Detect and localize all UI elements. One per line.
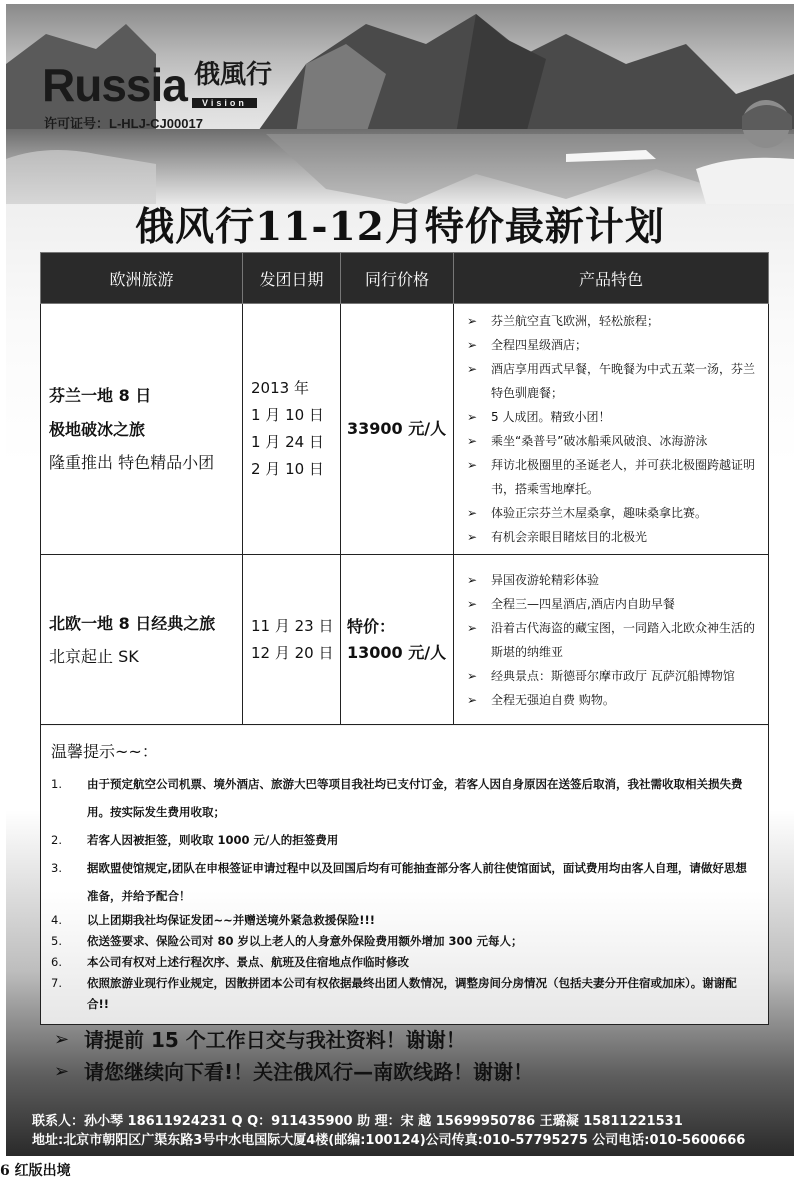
logo-chinese-text: 俄風行 xyxy=(193,60,272,90)
brand-logo xyxy=(42,59,272,111)
list-item: ➢ 异国夜游轮精彩体验 xyxy=(467,568,759,592)
logo-subtitle: Vision xyxy=(192,98,257,108)
list-item xyxy=(51,910,758,931)
contact-info xyxy=(32,1112,745,1150)
tour-name: 极地破冰之旅 xyxy=(49,420,146,439)
list-item: ➢ 全程无强迫自费 购物。 xyxy=(467,688,759,712)
tour-name: 芬兰一地 8 日 xyxy=(49,386,152,405)
feature-list xyxy=(455,305,767,553)
departure-date: 11 月 23 日 xyxy=(251,616,334,635)
contact-line: 联系人：孙小琴 18611924231 Q Q：911435900 助 理：宋 越 15699950786 王璐凝 15811221531 xyxy=(32,1114,683,1129)
poster xyxy=(6,4,794,1156)
departure-date: 2 月 10 日 xyxy=(251,460,324,478)
price-value: 33900 元/人 xyxy=(347,419,447,438)
price-value: 13000 元/人 xyxy=(347,642,447,662)
list-item: ➢ 全程四星级酒店； xyxy=(467,333,759,357)
departure-dates-cell xyxy=(243,555,341,725)
license-number: 许可证号：L-HLJ-CJ00017 xyxy=(44,116,203,131)
departure-dates-cell xyxy=(243,304,341,555)
list-item: ➢ 沿着古代海盗的藏宝图，一同踏入北欧众神生活的斯堪的纳维亚 xyxy=(467,616,759,664)
features-cell xyxy=(454,304,769,555)
note-text: 若客人因被拒签，则收取 1000 元/人的拒签费用 xyxy=(87,833,339,847)
tour-subtitle: 隆重推出 特色精品小团 xyxy=(49,453,215,472)
price-label: 特价： xyxy=(347,616,396,636)
list-item xyxy=(51,826,758,854)
note-number: 3. xyxy=(51,861,62,875)
tour-name-cell xyxy=(41,304,243,555)
list-item xyxy=(51,973,758,1015)
list-item: ➢ 乘坐“桑普号”破冰船乘风破浪、冰海游泳 xyxy=(467,429,759,453)
table-row xyxy=(41,555,769,725)
note-number: 5. xyxy=(51,934,62,948)
header-departure-date: 发团日期 xyxy=(243,253,341,304)
note-number: 2. xyxy=(51,833,62,847)
page-footer: 6 红版出境 xyxy=(0,1163,71,1179)
tour-subtitle: 北京起止 SK xyxy=(49,646,139,666)
header-price: 同行价格 xyxy=(341,253,454,304)
table-row xyxy=(41,304,769,555)
list-item xyxy=(51,952,758,973)
note-number: 7. xyxy=(51,976,62,990)
notes-title: 温馨提示~~： xyxy=(51,742,158,761)
list-item: ➢ 全程三—四星酒店,酒店内自助早餐 xyxy=(467,592,759,616)
departure-date: 12 月 20 日 xyxy=(251,643,334,662)
reminder-line: ➢ 请您继续向下看!！关注俄风行—南欧线路！谢谢！ xyxy=(54,1056,533,1088)
notes-cell xyxy=(41,725,769,1025)
page-title: 俄风行11-12月特价最新计划 xyxy=(135,204,665,250)
tour-name-cell xyxy=(41,555,243,725)
price-cell xyxy=(341,555,454,725)
notes-row xyxy=(41,725,769,1025)
list-item: ➢ 芬兰航空直飞欧洲，轻松旅程； xyxy=(467,309,759,333)
note-number: 6. xyxy=(51,955,62,969)
note-number: 4. xyxy=(51,913,62,927)
highlight-reminders xyxy=(54,1024,533,1088)
list-item xyxy=(51,931,758,952)
feature-list xyxy=(455,564,767,716)
address-line: 地址:北京市朝阳区广渠东路3号中水电国际大厦4楼(邮编:100124)公司传真:010-57795275 公司电话:010-5600666 xyxy=(32,1133,746,1148)
note-text: 本公司有权对上述行程次序、景点、航班及住宿地点作临时修改 xyxy=(87,955,409,969)
note-text: 依照旅游业现行作业规定，因散拼团本公司有权依据最终出团人数情况，调整房间分房情况（包括夫妻分开住宿或加床）。谢谢配合!! xyxy=(87,976,737,1011)
notes-list xyxy=(51,770,758,1015)
features-cell xyxy=(454,555,769,725)
header-destination: 欧洲旅游 xyxy=(41,253,243,304)
list-item: ➢ 拜访北极圈里的圣诞老人，并可获北极圈跨越证明书，搭乘雪地摩托。 xyxy=(467,453,759,501)
note-text: 据欧盟使馆规定,团队在申根签证申请过程中以及回国后均有可能抽查部分客人前往使馆面试，面试费用均由客人自理，请做好思想准备，并给予配合！ xyxy=(87,861,747,903)
note-text: 以上团期我社均保证发团~~并赠送境外紧急救援保险!!! xyxy=(87,913,376,927)
header-features: 产品特色 xyxy=(454,253,769,304)
header-banner xyxy=(6,4,794,204)
list-item: ➢ 5 人成团。精致小团！ xyxy=(467,405,759,429)
list-item: ➢ 酒店享用西式早餐，午晚餐为中式五菜一汤，芬兰特色驯鹿餐； xyxy=(467,357,759,405)
table-header-row xyxy=(41,253,769,304)
tour-table xyxy=(40,252,769,1025)
note-text: 由于预定航空公司机票、境外酒店、旅游大巴等项目我社均已支付订金，若客人因自身原因在送签后取消，我社需收取相关损失费用。按实际发生费用收取； xyxy=(87,777,743,819)
tour-name: 北欧一地 8 日经典之旅 xyxy=(49,613,216,633)
note-text: 依送签要求、保险公司对 80 岁以上老人的人身意外保险费用额外增加 300 元每人； xyxy=(87,934,523,948)
price-cell xyxy=(341,304,454,555)
list-item: ➢ 有机会亲眼目睹炫目的北极光 xyxy=(467,525,759,549)
note-number: 1. xyxy=(51,777,62,791)
list-item: ➢ 体验正宗芬兰木屋桑拿，趣味桑拿比赛。 xyxy=(467,501,759,525)
list-item: ➢ 经典景点：斯德哥尔摩市政厅 瓦萨沉船博物馆 xyxy=(467,664,759,688)
reminder-line: ➢ 请提前 15 个工作日交与我社资料！谢谢！ xyxy=(54,1024,533,1056)
list-item xyxy=(51,770,758,826)
departure-date: 2013 年 xyxy=(251,379,309,397)
departure-date: 1 月 24 日 xyxy=(251,433,324,451)
list-item xyxy=(51,854,758,910)
logo-latin-text: Russia xyxy=(42,59,187,111)
departure-date: 1 月 10 日 xyxy=(251,406,324,424)
